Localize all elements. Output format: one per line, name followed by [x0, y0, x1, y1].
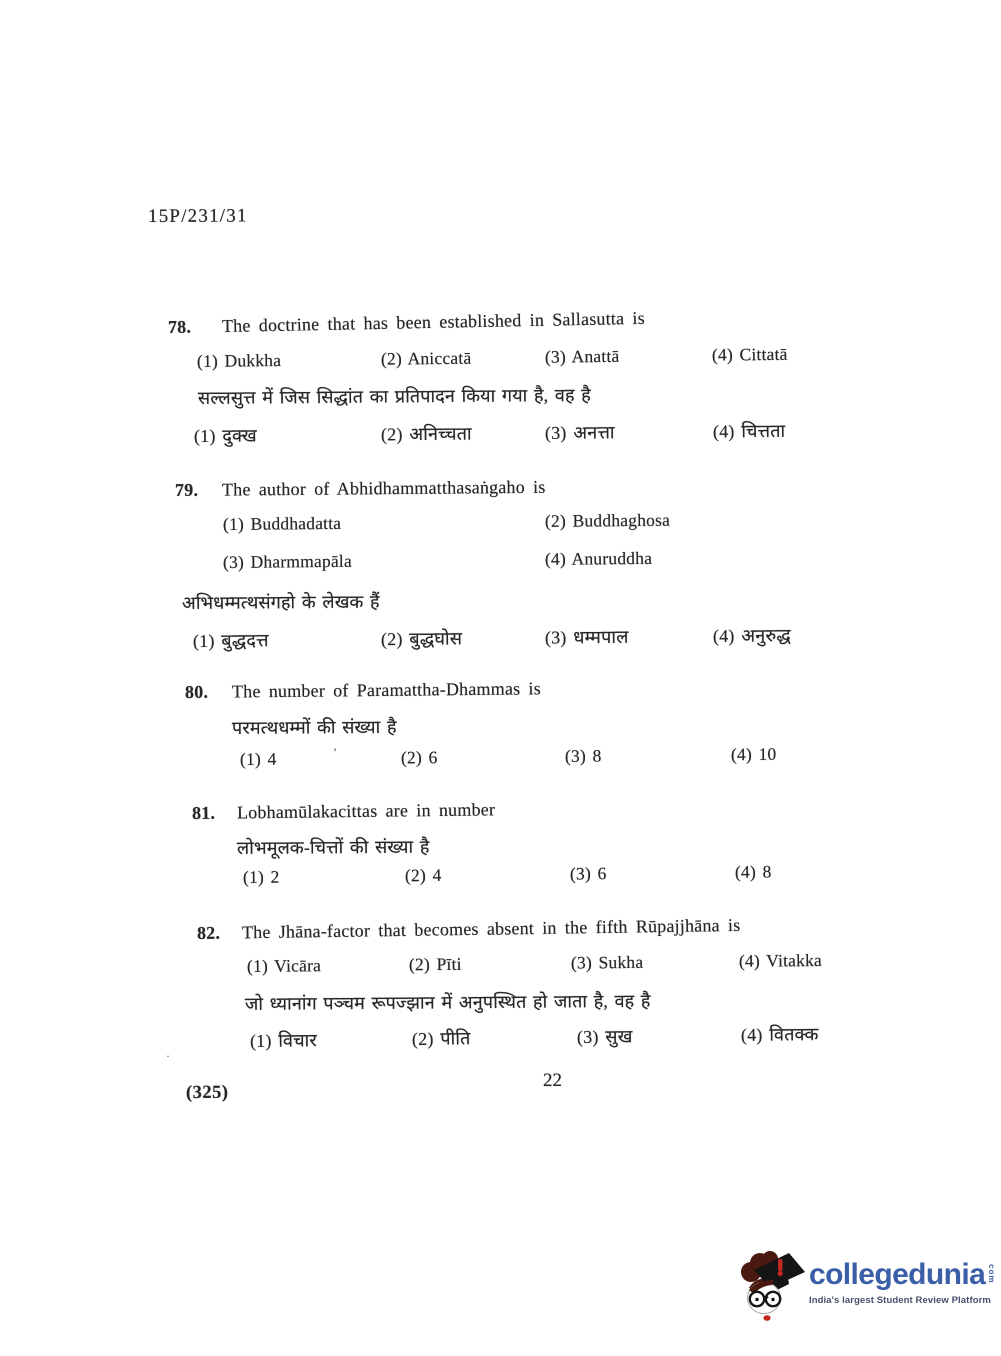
- question-stem-en: The number of Paramattha-Dhammas is: [231, 678, 542, 702]
- question-81-stem-hi: लोभमूलक-चित्तों की संख्या है: [236, 836, 430, 858]
- option: (1) Vicāra: [246, 955, 322, 976]
- collegedunia-brand-text: collegedunia: [809, 1258, 986, 1291]
- option: (1) दुक्ख: [193, 425, 257, 446]
- question-stem-en: Lobhamūlakacittas are in number: [236, 799, 496, 823]
- option: (3) Sukha: [570, 951, 644, 973]
- collegedunia-logo: [734, 1243, 995, 1327]
- option: (2) 4: [404, 864, 442, 886]
- option: (4) वितक्क: [740, 1024, 819, 1046]
- option: (1) Buddhadatta: [222, 512, 342, 534]
- question-stem-en: The doctrine that has been established in Sallasutta is: [221, 307, 646, 336]
- option: (2) Aniccatā: [380, 347, 472, 369]
- collegedunia-logo-text: [809, 1260, 995, 1306]
- option: (4) Cittatā: [711, 343, 788, 365]
- question-number: 79.: [174, 479, 199, 500]
- question-82-stem-row: [197, 915, 741, 944]
- booklet-number: (325): [185, 1082, 229, 1103]
- option: (1) बुद्धदत्त: [192, 630, 269, 651]
- option: (1) 4: [239, 748, 277, 769]
- collegedunia-tld-text: com: [987, 1264, 997, 1284]
- option: (3) 8: [564, 745, 602, 766]
- question-80-stem-row: [185, 678, 541, 703]
- question-number: 82.: [196, 922, 221, 943]
- option: (1) 2: [242, 866, 280, 887]
- question-79-stem-row: [175, 477, 546, 501]
- option: (2) बुद्धघोस: [380, 628, 463, 650]
- option: (1) Dukkha: [196, 349, 282, 371]
- question-stem-en: The author of Abhidhammatthasaṅgaho is: [221, 476, 546, 500]
- option: (4) 10: [730, 743, 777, 765]
- option: (3) सुख: [576, 1026, 633, 1048]
- option: (4) 8: [734, 861, 772, 882]
- option: (3) 6: [569, 863, 607, 884]
- question-number: 81.: [191, 802, 216, 823]
- question-78-stem-row: [168, 308, 645, 338]
- option: (2) पीति: [411, 1028, 471, 1050]
- question-number: 80.: [184, 681, 209, 702]
- question-78-stem-hi: सल्लसुत्त में जिस सिद्धांत का प्रतिपादन किया गया है, वह है: [197, 384, 591, 408]
- question-79-stem-hi: अभिधम्मत्थसंगहो के लेखक हैं: [181, 591, 380, 613]
- option: (2) Buddhaghosa: [544, 509, 671, 531]
- option: (4) Vitakka: [738, 949, 823, 971]
- option: (3) Anattā: [544, 345, 620, 367]
- option: (4) अनुरुद्ध: [712, 625, 792, 647]
- option: (4) Anuruddha: [544, 547, 653, 569]
- question-81-stem-row: [192, 799, 495, 824]
- option: (3) धम्मपाल: [544, 626, 629, 648]
- collegedunia-tagline: India's largest Student Review Platform: [809, 1295, 991, 1306]
- option: (4) चित्तता: [712, 420, 786, 442]
- page-number: 22: [543, 1070, 562, 1091]
- paper-code: 15P/231/31: [147, 205, 248, 227]
- question-82-stem-hi: जो ध्यानांग पञ्चम रूपज्झान में अनुपस्थित हो जाता है, वह है: [244, 990, 651, 1014]
- question-number: 78.: [167, 316, 192, 337]
- scan-artifact: ’: [333, 745, 337, 759]
- option: (2) अनिच्चता: [380, 423, 472, 445]
- question-80-stem-hi: परमत्थधम्मों की संख्या है: [231, 716, 397, 738]
- collegedunia-mascot-icon: [734, 1243, 806, 1327]
- scan-artifact: ·: [166, 1049, 170, 1063]
- option: (3) अनत्ता: [544, 422, 615, 443]
- option: (3) Dharmmapāla: [222, 550, 352, 572]
- question-stem-en: The Jhāna-factor that becomes absent in the fifth Rūpajjhāna is: [241, 914, 741, 943]
- option: (2) Pīti: [408, 953, 462, 975]
- option: (1) विचार: [249, 1030, 318, 1051]
- option: (2) 6: [400, 747, 438, 768]
